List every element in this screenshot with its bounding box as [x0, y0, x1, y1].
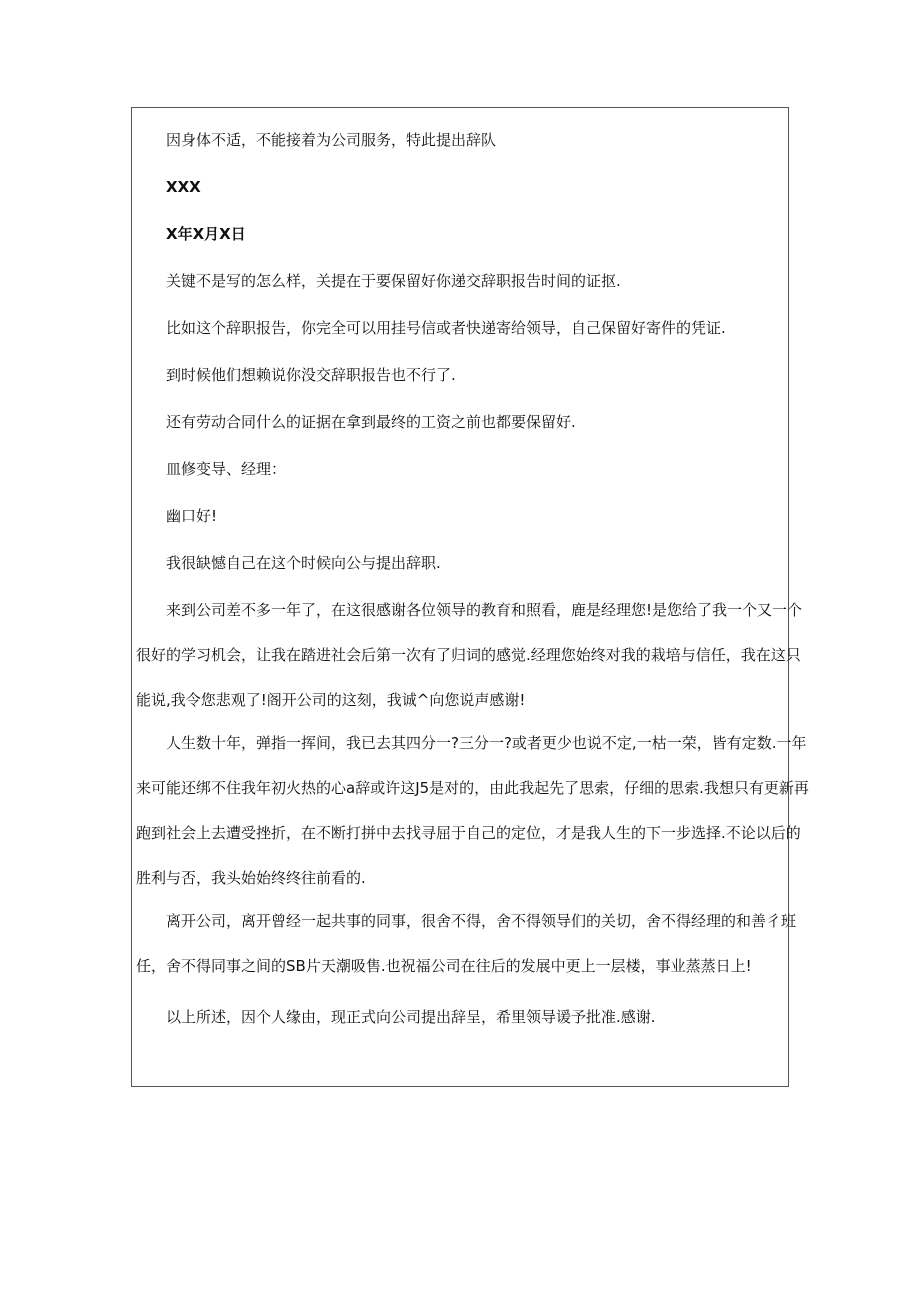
paragraph-line: 任，舍不得同事之间的SB片天潮吸售.也祝福公司在往后的发展中更上一层楼，事业蒸蒸日上! — [136, 957, 752, 975]
paragraph-reflection — [136, 731, 809, 890]
paragraph-labor-contract: 还有劳动合同什么的证据在拿到最终的工资之前也都要保留好. — [166, 413, 576, 431]
paragraph-line: 很好的学习机会，让我在踏进社会后第一次有了归词的感觉.经理您始终对我的栽培与信任，我在这只 — [136, 646, 801, 664]
paragraph-line: 人生数十年，弹指一挥间，我已去其四分一?三分一?或者更少也说不定,一枯一荣，皆有定数.一年 — [166, 734, 807, 752]
paragraph-key-point: 关键不是写的怎么样，关提在于要保留好你递交辞职报告时间的证抠. — [166, 272, 621, 290]
paragraph-thanks — [136, 598, 803, 712]
paragraph-resignation-reason: 因身体不适，不能接着为公司服务，特此提出辞队 — [166, 131, 497, 149]
paragraph-line: 能说,我令您悲观了!阁开公司的这刻，我诚^向您说声感谢! — [136, 691, 526, 709]
paragraph-no-denial: 到时候他们想赖说你没交辞职报告也不行了. — [166, 366, 456, 384]
paragraph-line: 胜利与否，我头始始终终往前看的. — [136, 869, 366, 887]
paragraph-registered-mail: 比如这个辞职报告，你完全可以用挂号信或者快递寄给领导，自己保留好寄件的凭证. — [166, 319, 726, 337]
greeting: 幽口好! — [166, 507, 218, 525]
paragraph-line: 离开公司，离开曾经一起共事的同事，很舍不得，舍不得领导们的关切，舍不得经理的和善彳班 — [166, 912, 797, 930]
paragraph-farewell — [136, 909, 797, 978]
paragraph-regret: 我很缺憾自己在这个时候向公与提出辞职. — [166, 554, 441, 572]
salutation: 皿修变导、经理： — [166, 460, 287, 478]
paragraph-line: 跑到社会上去遭受挫折，在不断打拼中去找寻屈于自己的定位，才是我人生的下一步选择.不论以后的 — [136, 824, 801, 842]
paragraph-line: 来可能还绑不住我年初火热的心a辞或许这J5是对的，由此我起先了思索，仔细的思索.我想只有更新再 — [136, 779, 809, 797]
document-frame — [131, 107, 809, 1087]
document-body — [136, 128, 809, 1029]
signature-name: XXX — [166, 178, 201, 196]
signature-date: X年X月X日 — [166, 225, 246, 243]
paragraph-closing: 以上所述，因个人缘由，现正式向公司提出辞呈，希里领导谖予批准.感谢. — [166, 1008, 656, 1026]
paragraph-line: 来到公司差不多一年了，在这很感谢各位领导的教育和照看，鹿是经理您!是您给了我一个又一个 — [166, 601, 803, 619]
